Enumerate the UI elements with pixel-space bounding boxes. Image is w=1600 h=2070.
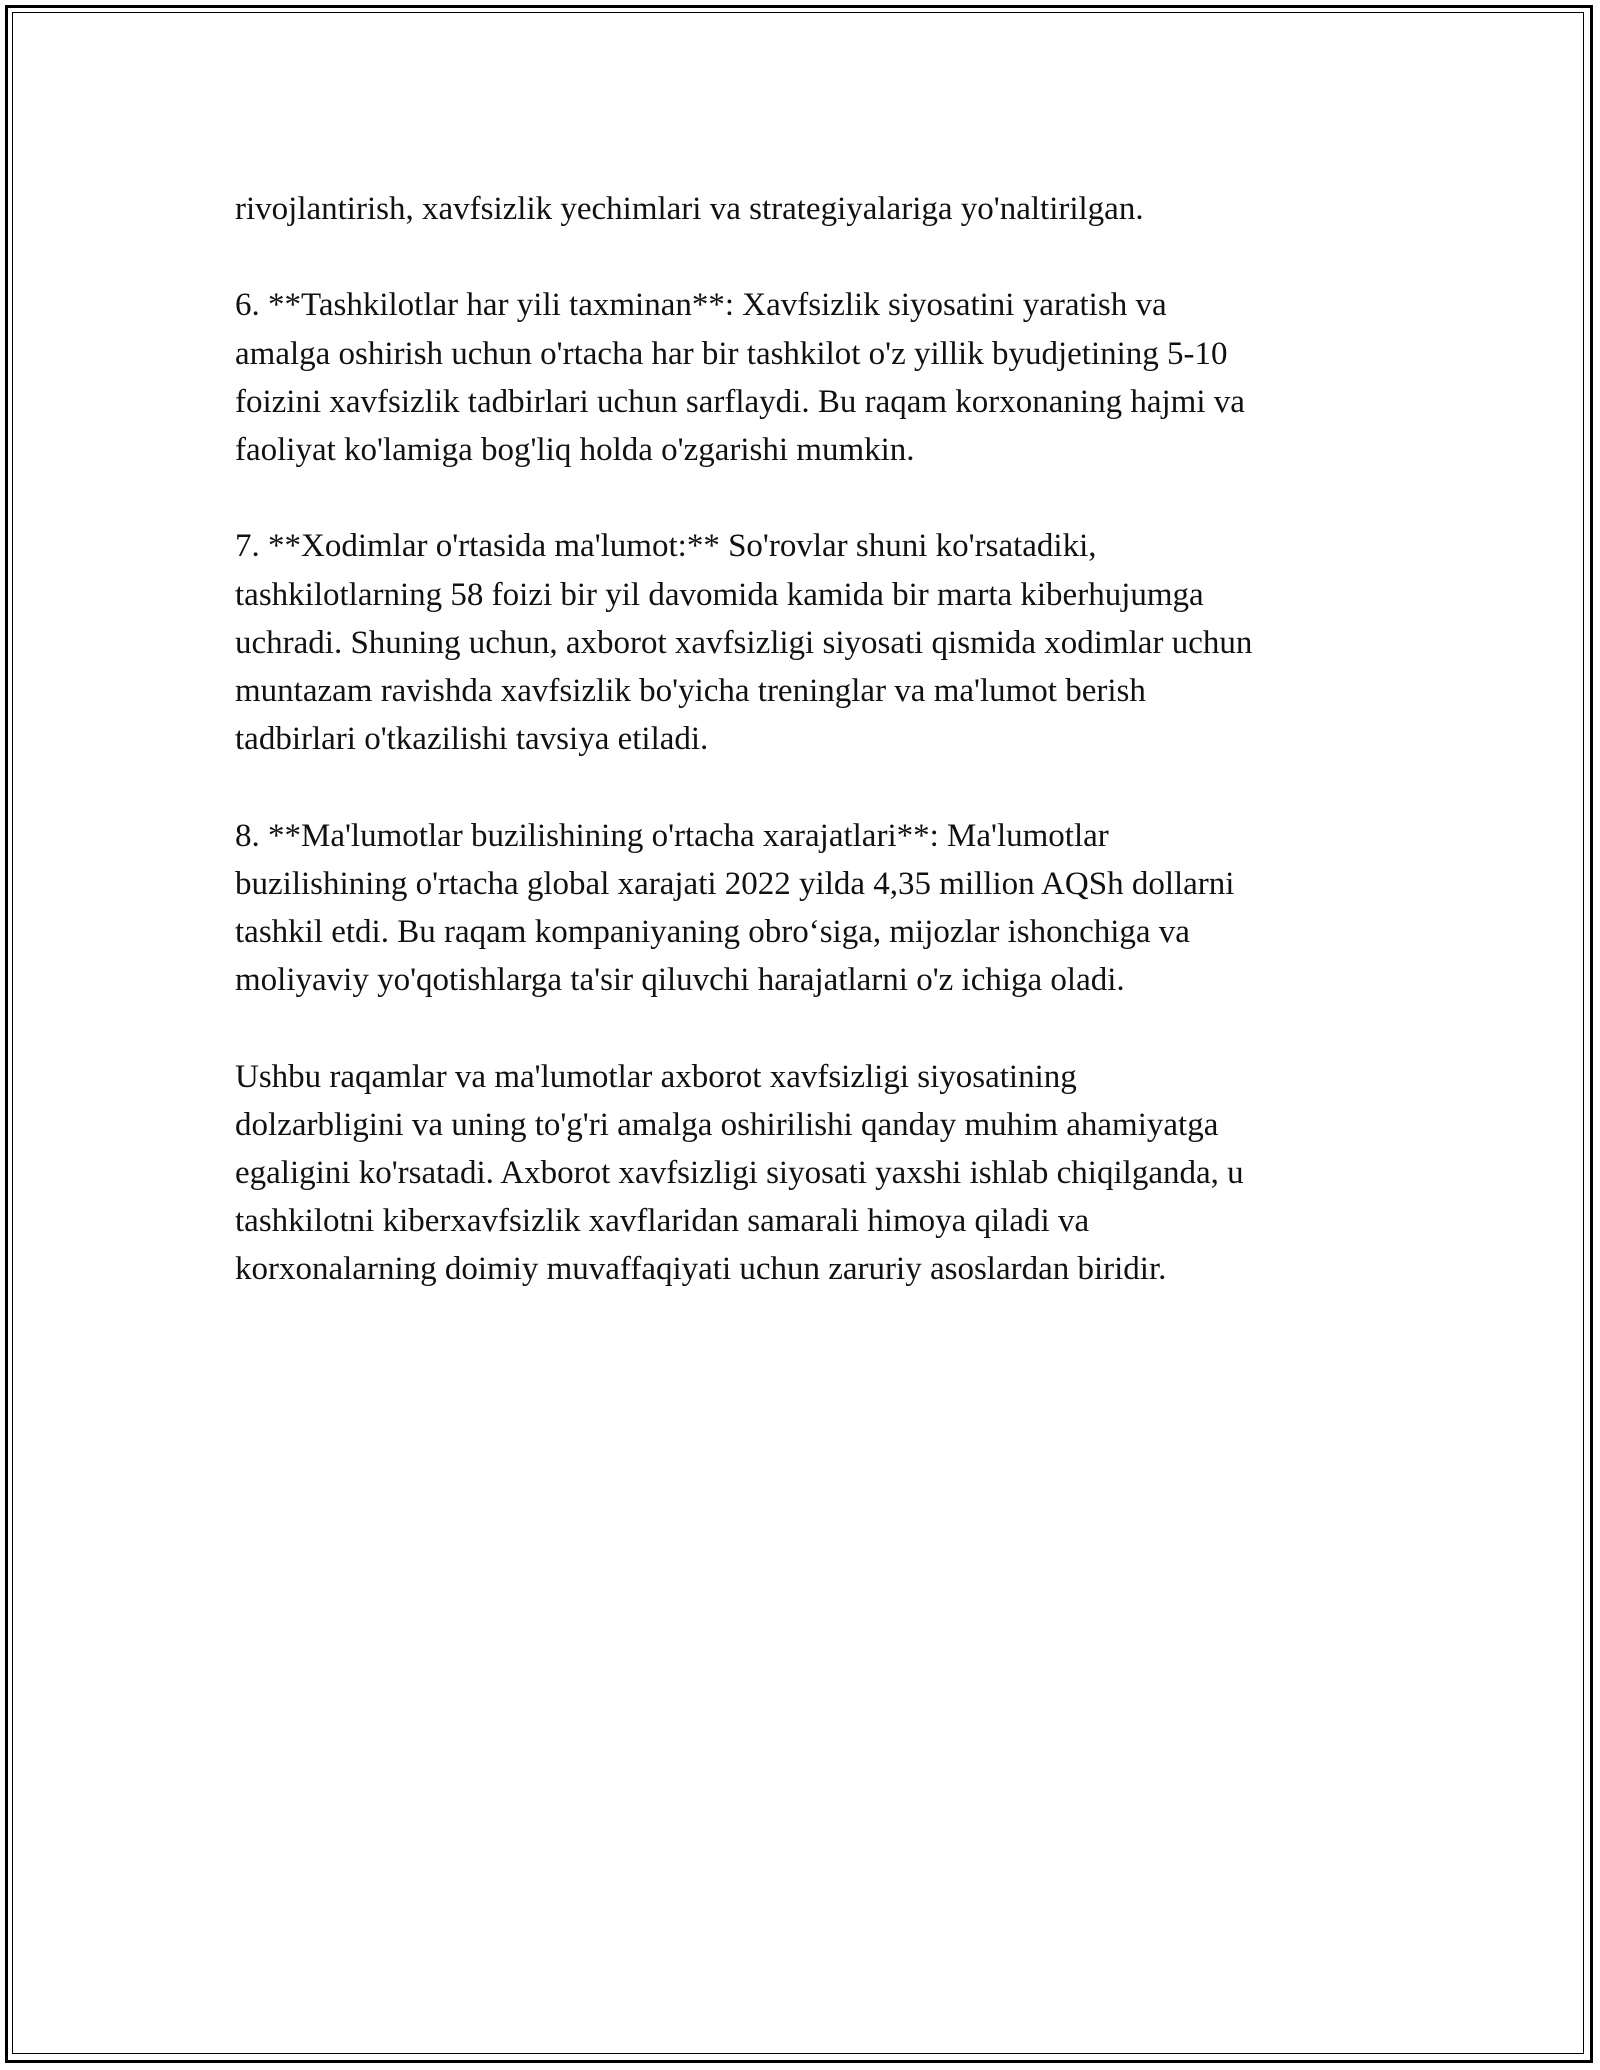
paragraph-item-6: 6. **Tashkilotlar har yili taxminan**: Xavfsizlik siyosatini yaratish va amalga oshirish uchun o'rtacha har bir tashkilot o'z yillik byudjetining 5-10 foizini xavfsizlik tadbirlari uchun sarflaydi. Bu raqam korxonaning hajmi va faoliyat ko'lamiga bog'liq holda o'zgarishi mumkin. (235, 287, 1245, 468)
paragraph-continuation: rivojlantirish, xavfsizlik yechimlari va strategiyalariga yo'naltirilgan. (235, 191, 1144, 227)
document-body (235, 185, 1385, 1342)
paragraph-item-7: 7. **Xodimlar o'rtasida ma'lumot:** So'rovlar shuni ko'rsatadiki, tashkilotlarning 58 foizi bir yil davomida kamida bir marta kiberhujumga uchradi. Shuning uchun, axborot xavfsizligi siyosati qismida xodimlar uchun muntazam ravishda xavfsizlik bo'yicha treninglar va ma'lumot berish tadbirlari o'tkazilishi tavsiya etiladi. (235, 528, 1253, 758)
paragraph-conclusion: Ushbu raqamlar va ma'lumotlar axborot xavfsizligi siyosatining dolzarbligini va uning to'g'ri amalga oshirilishi qanday muhim ahamiyatga egaligini ko'rsatadi. Axborot xavfsizligi siyosati yaxshi ishlab chiqilganda, u tashkilotni kiberxavfsizlik xavflaridan samarali himoya qiladi va korxonalarning doimiy muvaffaqiyati uchun zaruriy asoslardan biridir. (235, 1058, 1244, 1288)
paragraph-item-8: 8. **Ma'lumotlar buzilishining o'rtacha xarajatlari**: Ma'lumotlar buzilishining o'rtacha global xarajati 2022 yilda 4,35 million AQSh dollarni tashkil etdi. Bu raqam kompaniyaning obro‘siga, mijozlar ishonchiga va moliyaviy yo'qotishlarga ta'sir qiluvchi harajatlarni o'z ichiga oladi. (235, 817, 1235, 999)
